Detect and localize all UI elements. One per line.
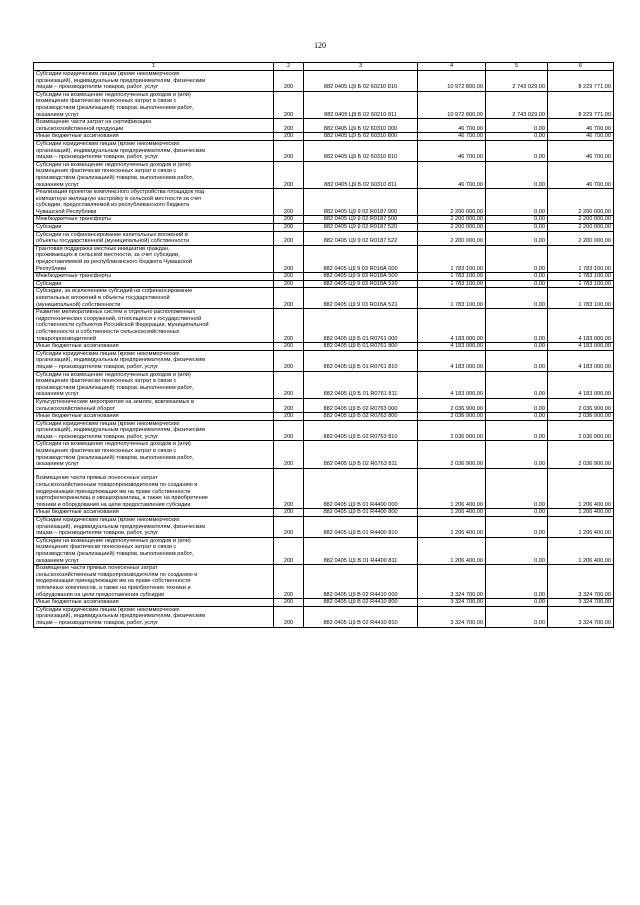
row-amount-cell: 0,00 <box>486 273 548 281</box>
row-kbk-cell: 882 0405 Ц9 9 03 R018А 500 <box>304 273 418 281</box>
column-header: 5 <box>486 63 548 71</box>
row-name-text: Субсидии <box>36 280 62 287</box>
row-kbk-cell: 882 0405 Ц9 В 01 R4400 000 <box>304 468 418 509</box>
table-row <box>34 280 614 288</box>
row-kbk-cell: 882 0405 Ц9 9 02 R0187 500 <box>304 216 418 224</box>
row-name-text: Субсидии юридическим лицам (кроме некоммерческих организаций), индивидуальным предпринимателям, физическим лицам – производителям товаров, работ, услуг <box>36 71 206 91</box>
row-amount-cell: 4 183 000,00 <box>418 343 486 351</box>
row-amount-cell: 4 183 000,00 <box>418 309 486 343</box>
row-kbk-cell: 882 0405 Ц9 В 02 R4410 810 <box>304 606 418 627</box>
row-amount-cell: 1 206 400,00 <box>548 537 614 564</box>
row-amount-cell: 4 183 000,00 <box>548 350 614 371</box>
row-name-text: Иные бюджетные ассигнования <box>36 509 119 516</box>
row-name-text: Субсидии, за исключением субсидий на софинансирование капитальных вложений в объекты государственной (муниципальной) собственности <box>36 288 193 308</box>
table-row <box>34 371 614 398</box>
row-amount-cell: 2 200 000,00 <box>548 231 614 245</box>
column-header: 2 <box>274 63 304 71</box>
row-code-cell: 200 <box>274 371 304 398</box>
row-amount-cell: 46 700,00 <box>418 133 486 141</box>
row-code-cell: 200 <box>274 161 304 188</box>
row-kbk-cell: 882 0405 Ц9 Б 02 R0763 800 <box>304 413 418 421</box>
row-amount-cell: 0,00 <box>486 350 548 371</box>
row-name-cell <box>34 537 274 564</box>
row-amount-cell: 10 972 800,00 <box>418 71 486 92</box>
row-amount-cell: 0,00 <box>486 140 548 161</box>
row-amount-cell: 4 183 000,00 <box>548 309 614 343</box>
row-kbk-cell: 882 0405 Ц9 Б 02 60310 000 <box>304 119 418 133</box>
table-row <box>34 245 614 272</box>
table-row <box>34 599 614 607</box>
row-amount-cell: 0,00 <box>486 371 548 398</box>
row-name-cell <box>34 216 274 224</box>
row-kbk-cell: 882 0405 Ц9 9 02 R0187 000 <box>304 189 418 216</box>
row-kbk-cell: 882 0405 Ц9 9 02 R0187 520 <box>304 224 418 232</box>
row-amount-cell: 1 783 100,00 <box>418 245 486 272</box>
row-name-text: Субсидии юридическим лицам (кроме некоммерческих организаций), индивидуальным предпринимателям, физическим лицам – производителям товаров, работ, услуг <box>36 606 206 626</box>
table-row <box>34 231 614 245</box>
table-row <box>34 350 614 371</box>
row-name-cell <box>34 606 274 627</box>
row-amount-cell: 46 700,00 <box>418 140 486 161</box>
row-code-cell: 200 <box>274 91 304 118</box>
row-name-text: Субсидии юридическим лицам (кроме некоммерческих организаций), индивидуальным предпринимателям, физическим лицам – производителям товаров, работ, услуг <box>36 420 206 440</box>
table-row <box>34 71 614 92</box>
row-code-cell: 200 <box>274 606 304 627</box>
row-name-cell <box>34 309 274 343</box>
row-name-text: Субсидии <box>36 224 62 231</box>
table-row <box>34 309 614 343</box>
row-amount-cell: 8 229 771,00 <box>548 71 614 92</box>
row-amount-cell: 0,00 <box>486 420 548 441</box>
row-amount-cell: 2 200 000,00 <box>548 189 614 216</box>
row-code-cell: 200 <box>274 517 304 538</box>
table-row <box>34 216 614 224</box>
row-kbk-cell: 882 0405 Ц9 Б 02 R0763 811 <box>304 441 418 468</box>
row-amount-cell: 2 200 000,00 <box>418 189 486 216</box>
row-amount-cell: 1 206 400,00 <box>418 517 486 538</box>
row-code-cell: 200 <box>274 509 304 517</box>
row-amount-cell: 1 206 400,00 <box>548 509 614 517</box>
row-kbk-cell: 882 0405 Ц9 Б 02 R0763 810 <box>304 420 418 441</box>
row-amount-cell: 46 700,00 <box>548 119 614 133</box>
table-row <box>34 537 614 564</box>
column-header: 4 <box>418 63 486 71</box>
table-row <box>34 468 614 509</box>
column-header: 1 <box>34 63 274 71</box>
row-amount-cell: 1 783 100,00 <box>418 280 486 288</box>
row-amount-cell: 0,00 <box>486 517 548 538</box>
row-amount-cell: 0,00 <box>486 133 548 141</box>
table-row <box>34 133 614 141</box>
row-kbk-cell: 882 0405 Ц9 Б 02 60210 810 <box>304 71 418 92</box>
row-amount-cell: 0,00 <box>486 343 548 351</box>
row-name-cell <box>34 599 274 607</box>
row-amount-cell: 0,00 <box>486 599 548 607</box>
row-name-cell <box>34 119 274 133</box>
row-kbk-cell: 882 0405 Ц9 9 03 R018А 521 <box>304 288 418 309</box>
row-name-text: Развитие мелиоративных систем и отдельно расположенных гидротехнических сооружений, относящихся к государственной собственности субъектов Российской Федерации, муниципальной собственности и собственности сельскохозяйственных товаропроизводителей <box>36 309 209 342</box>
row-amount-cell: 0,00 <box>486 398 548 412</box>
table-row <box>34 189 614 216</box>
row-name-text: Иные бюджетные ассигнования <box>36 343 119 350</box>
row-code-cell: 200 <box>274 398 304 412</box>
row-code-cell: 200 <box>274 189 304 216</box>
row-name-cell <box>34 273 274 281</box>
row-code-cell: 200 <box>274 565 304 599</box>
row-amount-cell: 3 324 700,00 <box>418 606 486 627</box>
table-row <box>34 343 614 351</box>
row-name-cell <box>34 140 274 161</box>
row-name-cell <box>34 517 274 538</box>
row-name-cell <box>34 371 274 398</box>
row-amount-cell: 3 324 700,00 <box>548 606 614 627</box>
row-name-text: Иные бюджетные ассигнования <box>36 599 119 606</box>
row-amount-cell: 1 783 100,00 <box>548 280 614 288</box>
row-code-cell: 200 <box>274 420 304 441</box>
row-amount-cell: 1 206 400,00 <box>418 509 486 517</box>
row-name-text: Субсидии на софинансирование капитальных вложений в объекты государственной (муниципальной) собственности <box>36 231 190 245</box>
row-amount-cell: 4 183 000,00 <box>548 371 614 398</box>
table-row <box>34 224 614 232</box>
row-name-cell <box>34 231 274 245</box>
row-code-cell: 200 <box>274 119 304 133</box>
row-amount-cell: 0,00 <box>486 606 548 627</box>
row-kbk-cell: 882 0405 Ц9 9 02 R0187 522 <box>304 231 418 245</box>
row-name-text: Субсидии на возмещение недополученных доходов и (или) возмещение фактически понесенных затрат в связи с производством (реализацией) товаров, выполнением работ, оказанием услуг <box>36 91 194 118</box>
row-amount-cell: 1 206 400,00 <box>548 517 614 538</box>
row-amount-cell: 1 783 100,00 <box>548 245 614 272</box>
row-amount-cell: 0,00 <box>486 537 548 564</box>
row-amount-cell: 0,00 <box>486 288 548 309</box>
row-amount-cell: 2 036 900,00 <box>418 413 486 421</box>
row-kbk-cell: 882 0405 Ц9 В 01 R4400 810 <box>304 517 418 538</box>
budget-table <box>33 62 614 628</box>
row-kbk-cell: 882 0405 Ц9 Б 02 60210 811 <box>304 91 418 118</box>
table-row <box>34 517 614 538</box>
row-name-cell <box>34 420 274 441</box>
table-row <box>34 413 614 421</box>
row-kbk-cell: 882 0405 Ц9 Б 01 R0761 000 <box>304 309 418 343</box>
row-name-cell <box>34 350 274 371</box>
row-kbk-cell: 882 0405 Ц9 Б 02 60310 810 <box>304 140 418 161</box>
row-name-text: Межбюджетные трансферты <box>36 273 112 280</box>
row-code-cell: 200 <box>274 468 304 509</box>
row-name-cell <box>34 189 274 216</box>
row-name-text: Субсидии на возмещение недополученных доходов и (или) возмещение фактически понесенных затрат в связи с производством (реализацией) товаров, выполнением работ, оказанием услуг <box>36 441 194 468</box>
row-amount-cell: 1 206 400,00 <box>548 468 614 509</box>
row-code-cell: 200 <box>274 133 304 141</box>
row-amount-cell: 0,00 <box>486 441 548 468</box>
row-name-cell <box>34 413 274 421</box>
row-kbk-cell: 882 0405 Ц9 Б 02 R0763 000 <box>304 398 418 412</box>
row-name-text: Субсидии юридическим лицам (кроме некоммерческих организаций), индивидуальным предпринимателям, физическим лицам – производителям товаров, работ, услуг <box>36 350 206 370</box>
row-kbk-cell: 882 0405 Ц9 Б 02 60310 811 <box>304 161 418 188</box>
row-name-cell <box>34 398 274 412</box>
row-amount-cell: 2 036 900,00 <box>548 413 614 421</box>
row-amount-cell: 0,00 <box>486 216 548 224</box>
row-amount-cell: 3 324 700,00 <box>418 565 486 599</box>
row-name-text: Субсидии на возмещение недополученных доходов и (или) возмещение фактически понесенных затрат в связи с производством (реализацией) товаров, выполнением работ, оказанием услуг <box>36 537 194 564</box>
row-name-text: Субсидии юридическим лицам (кроме некоммерческих организаций), индивидуальным предпринимателям, физическим лицам – производителям товаров, работ, услуг <box>36 140 206 161</box>
row-amount-cell: 0,00 <box>486 468 548 509</box>
table-row <box>34 509 614 517</box>
row-kbk-cell: 882 0405 Ц9 9 03 R018А 000 <box>304 245 418 272</box>
row-amount-cell: 0,00 <box>486 189 548 216</box>
row-kbk-cell: 882 0405 Ц9 В 02 R4410 800 <box>304 599 418 607</box>
row-name-cell <box>34 161 274 188</box>
row-name-cell <box>34 224 274 232</box>
row-name-text: Возмещение части прямых понесенных затрат сельскохозяйственным товаропроизводителям по созданию и модернизации принадлежащих им на праве собственности картофелехранилищ и овощехранилищ, а также на приобретение техники и оборудования на цели предоставления субсидии <box>36 475 208 508</box>
row-name-cell <box>34 71 274 92</box>
row-amount-cell: 0,00 <box>486 161 548 188</box>
row-amount-cell: 46 700,00 <box>548 133 614 141</box>
row-kbk-cell: 882 0405 Ц9 9 03 R018А 520 <box>304 280 418 288</box>
row-code-cell: 200 <box>274 413 304 421</box>
row-name-text: Иные бюджетные ассигнования <box>36 133 119 140</box>
row-name-text: Культуртехнические мероприятия на землях, вовлекаемых в сельскохозяйственный оборот <box>36 398 194 412</box>
table-row <box>34 119 614 133</box>
row-amount-cell: 8 229 771,00 <box>548 91 614 118</box>
row-amount-cell: 1 783 100,00 <box>418 273 486 281</box>
row-amount-cell: 10 972 800,00 <box>418 91 486 118</box>
column-header: 3 <box>304 63 418 71</box>
row-amount-cell: 2 036 900,00 <box>548 420 614 441</box>
row-name-text: Возмещение части прямых понесенных затрат сельскохозяйственным товаропроизводителям по созданию и модернизации принадлежащих им на праве собственности тепличных комплексов, а также на приобретение техники и оборудования на цели предоставления субсидии <box>36 565 198 598</box>
row-amount-cell: 1 206 400,00 <box>418 537 486 564</box>
table-row <box>34 161 614 188</box>
row-amount-cell: 3 324 700,00 <box>418 599 486 607</box>
row-name-text: Межбюджетные трансферты <box>36 216 112 223</box>
row-amount-cell: 4 183 000,00 <box>418 350 486 371</box>
row-code-cell: 200 <box>274 245 304 272</box>
row-name-text: Субсидии на возмещение недополученных доходов и (или) возмещение фактически понесенных затрат в связи с производством (реализацией) товаров, выполнением работ, оказанием услуг <box>36 371 194 398</box>
row-amount-cell: 0,00 <box>486 413 548 421</box>
row-code-cell: 200 <box>274 309 304 343</box>
row-code-cell: 200 <box>274 231 304 245</box>
column-header: 6 <box>548 63 614 71</box>
row-amount-cell: 46 700,00 <box>548 140 614 161</box>
row-amount-cell: 2 036 900,00 <box>548 441 614 468</box>
row-name-cell <box>34 468 274 509</box>
row-amount-cell: 3 324 700,00 <box>548 565 614 599</box>
table-row <box>34 140 614 161</box>
table-row <box>34 273 614 281</box>
row-code-cell: 200 <box>274 71 304 92</box>
row-kbk-cell: 882 0405 Ц9 Б 01 R0761 811 <box>304 371 418 398</box>
row-amount-cell: 2 743 029,00 <box>486 91 548 118</box>
row-kbk-cell: 882 0405 Ц9 В 02 R4410 000 <box>304 565 418 599</box>
row-code-cell: 200 <box>274 280 304 288</box>
row-name-cell <box>34 91 274 118</box>
row-kbk-cell: 882 0405 Ц9 В 01 R4400 811 <box>304 537 418 564</box>
row-code-cell: 200 <box>274 441 304 468</box>
row-name-text: Субсидии юридическим лицам (кроме некоммерческих организаций), индивидуальным предпринимателям, физическим лицам – производителям товаров, работ, услуг <box>36 517 206 537</box>
row-amount-cell: 2 200 000,00 <box>418 231 486 245</box>
page-number: 120 <box>314 41 326 50</box>
row-amount-cell: 3 324 700,00 <box>548 599 614 607</box>
row-amount-cell: 46 700,00 <box>418 161 486 188</box>
table-row <box>34 420 614 441</box>
row-amount-cell: 2 200 000,00 <box>548 224 614 232</box>
row-code-cell: 200 <box>274 288 304 309</box>
row-name-cell <box>34 288 274 309</box>
row-amount-cell: 0,00 <box>486 245 548 272</box>
row-amount-cell: 0,00 <box>486 119 548 133</box>
column-number-row <box>34 63 614 71</box>
row-amount-cell: 2 200 000,00 <box>548 216 614 224</box>
table-row <box>34 441 614 468</box>
row-amount-cell: 46 700,00 <box>418 119 486 133</box>
row-amount-cell: 1 783 100,00 <box>548 288 614 309</box>
row-kbk-cell: 882 0405 Ц9 Б 01 R0761 810 <box>304 350 418 371</box>
row-name-cell <box>34 133 274 141</box>
row-amount-cell: 1 783 100,00 <box>548 273 614 281</box>
row-name-cell <box>34 441 274 468</box>
row-amount-cell: 2 036 900,00 <box>418 420 486 441</box>
row-name-cell <box>34 565 274 599</box>
row-kbk-cell: 882 0405 Ц9 Б 02 60310 800 <box>304 133 418 141</box>
row-amount-cell: 2 200 000,00 <box>418 216 486 224</box>
row-amount-cell: 1 783 100,00 <box>418 288 486 309</box>
row-code-cell: 200 <box>274 599 304 607</box>
row-amount-cell: 4 183 000,00 <box>548 343 614 351</box>
table-row <box>34 565 614 599</box>
row-amount-cell: 0,00 <box>486 231 548 245</box>
row-name-text: Субсидии на возмещение недополученных доходов и (или) возмещение фактически понесенных затрат в связи с производством (реализацией) товаров, выполнением работ, оказанием услуг <box>36 161 194 188</box>
row-amount-cell: 4 183 000,00 <box>418 371 486 398</box>
row-code-cell: 200 <box>274 224 304 232</box>
row-amount-cell: 2 743 029,00 <box>486 71 548 92</box>
row-amount-cell: 46 700,00 <box>548 161 614 188</box>
table-row <box>34 606 614 627</box>
row-amount-cell: 1 206 400,00 <box>418 468 486 509</box>
row-amount-cell: 2 036 900,00 <box>418 398 486 412</box>
row-amount-cell: 0,00 <box>486 280 548 288</box>
row-name-text: Иные бюджетные ассигнования <box>36 413 119 420</box>
row-kbk-cell: 882 0405 Ц9 Б 01 R0761 800 <box>304 343 418 351</box>
table-row <box>34 398 614 412</box>
row-name-text: Возмещение части затрат на сертификацию сельскохозяйственной продукции <box>36 119 152 132</box>
table-row <box>34 288 614 309</box>
row-amount-cell: 2 036 900,00 <box>548 398 614 412</box>
row-name-cell <box>34 245 274 272</box>
row-code-cell: 200 <box>274 343 304 351</box>
row-name-text: Реализация проектов комплексного обустройства площадок под компактную жилищную застройку в сельской местности за счет субсидии, предоставляемой из республиканского бюджета Чувашской Республики <box>36 189 205 215</box>
row-code-cell: 200 <box>274 350 304 371</box>
row-name-cell <box>34 280 274 288</box>
row-amount-cell: 2 036 900,00 <box>418 441 486 468</box>
row-code-cell: 200 <box>274 273 304 281</box>
row-amount-cell: 0,00 <box>486 565 548 599</box>
row-amount-cell: 0,00 <box>486 224 548 232</box>
row-code-cell: 200 <box>274 140 304 161</box>
table-row <box>34 91 614 118</box>
row-amount-cell: 0,00 <box>486 509 548 517</box>
row-amount-cell: 0,00 <box>486 309 548 343</box>
row-name-text: Грантовая поддержка местных инициатив граждан, проживающих в сельской местности, за счет субсидии, предоставляемой из республиканского бюджета Чувашской Республики <box>36 245 193 272</box>
row-name-cell <box>34 509 274 517</box>
row-amount-cell: 2 200 000,00 <box>418 224 486 232</box>
row-name-cell <box>34 343 274 351</box>
row-kbk-cell: 882 0405 Ц9 В 01 R4400 800 <box>304 509 418 517</box>
row-code-cell: 200 <box>274 537 304 564</box>
row-code-cell: 200 <box>274 216 304 224</box>
